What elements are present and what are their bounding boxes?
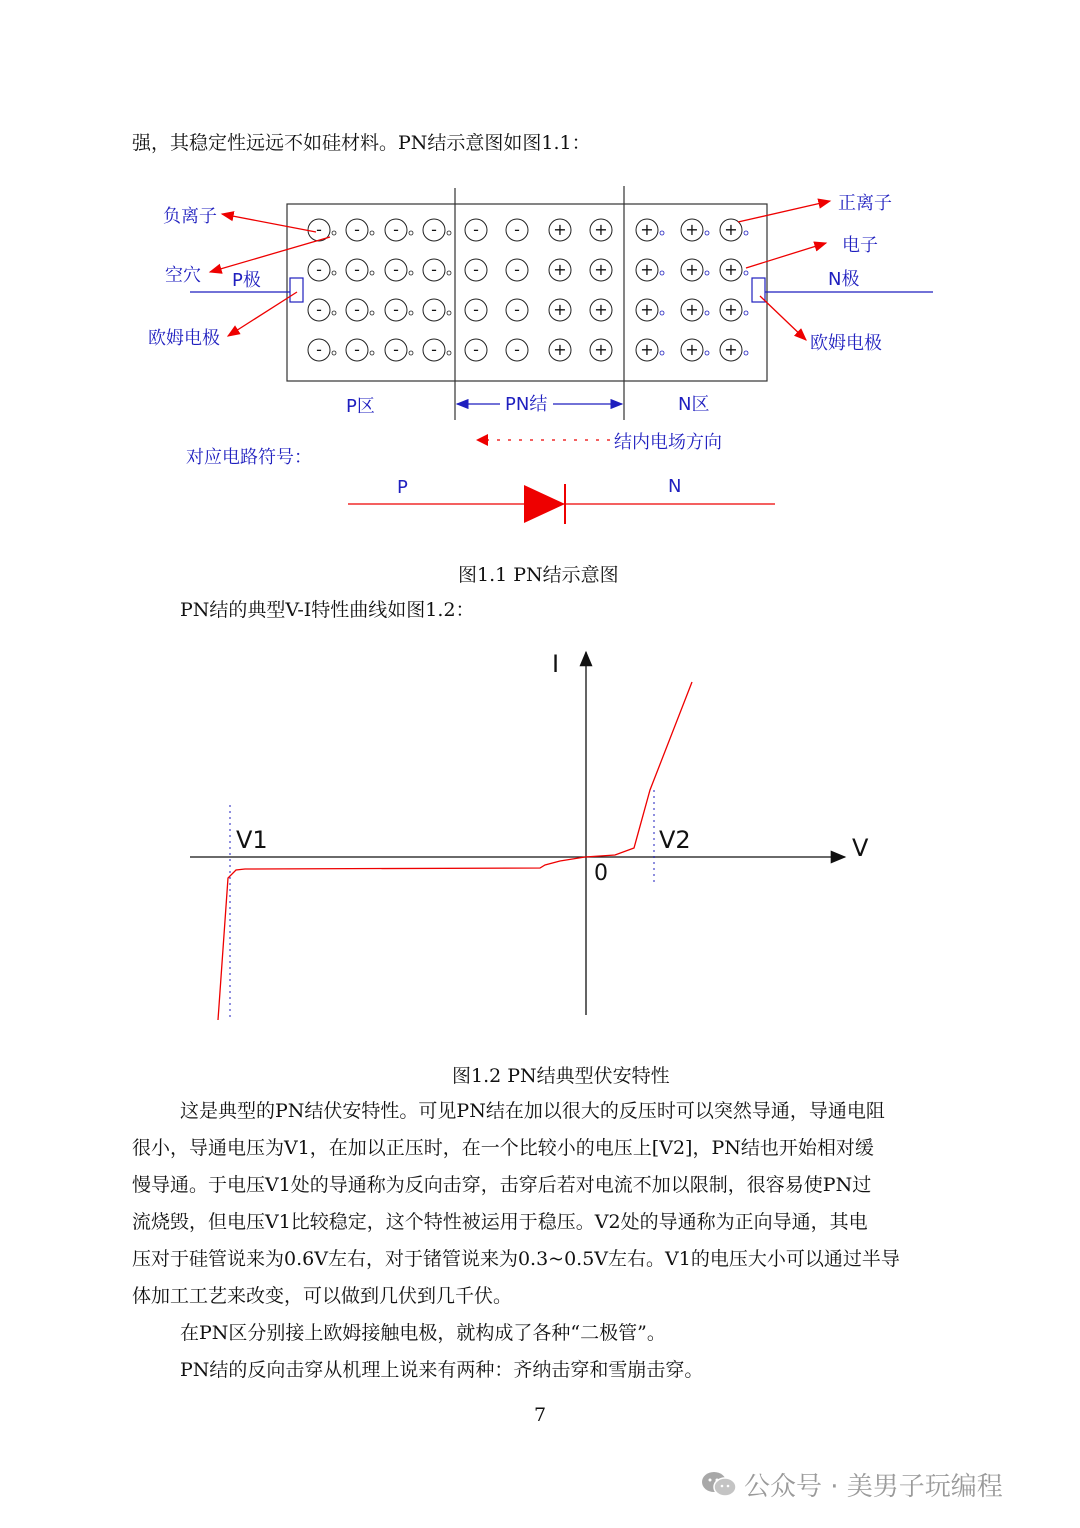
negative-ion: - xyxy=(316,220,322,239)
field-arrowhead xyxy=(476,434,488,446)
electron-dot xyxy=(705,351,709,355)
vi-curve xyxy=(218,682,692,1020)
hole-dot xyxy=(409,351,413,355)
electron-dot xyxy=(660,311,664,315)
negative-ion: - xyxy=(473,260,479,279)
positive-ion: + xyxy=(685,340,699,359)
negative-ion: - xyxy=(431,260,437,279)
negative-ion: - xyxy=(514,300,520,319)
positive-ion: + xyxy=(640,220,654,239)
negative-ion: - xyxy=(354,300,360,319)
electron-dot xyxy=(660,231,664,235)
para1-line-3: 慢导通。于电压V1处的导通称为反向击穿，击穿后若对电流不加以限制，很容易使PN过 xyxy=(132,1174,872,1196)
negative-ion: - xyxy=(431,340,437,359)
para1-line-2: 很小，导通电压为V1，在加以正压时，在一个比较小的电压上[V2]，PN结也开始相对缓 xyxy=(132,1137,874,1159)
ion-grid xyxy=(308,219,748,361)
para2: 在PN区分别接上欧姆接触电极，就构成了各种“二极管”。 xyxy=(180,1322,666,1344)
hole-dot xyxy=(409,231,413,235)
negative-ion: - xyxy=(473,300,479,319)
v-axis-label: V xyxy=(852,834,869,862)
positive-ion: + xyxy=(724,220,738,239)
neg-ion-label: 负离子 xyxy=(163,206,217,227)
n-pole-label: N极 xyxy=(828,269,860,290)
electron-dot xyxy=(744,351,748,355)
negative-ion: - xyxy=(473,340,479,359)
negative-ion: - xyxy=(514,220,520,239)
electron-dot xyxy=(744,271,748,275)
hole-arrow xyxy=(210,237,330,272)
positive-ion: + xyxy=(640,340,654,359)
positive-ion: + xyxy=(685,260,699,279)
electron-dot xyxy=(660,351,664,355)
positive-ion: + xyxy=(640,300,654,319)
i-axis-label: I xyxy=(552,650,560,678)
watermark-text: 公众号 · 美男子玩编程 xyxy=(744,1472,1003,1502)
negative-ion: - xyxy=(316,260,322,279)
hole-dot xyxy=(332,231,336,235)
positive-ion: + xyxy=(553,220,567,239)
negative-ion: - xyxy=(514,340,520,359)
neg-ion-arrow xyxy=(222,214,316,232)
wechat-icon xyxy=(700,1469,738,1506)
electron-dot xyxy=(660,271,664,275)
positive-ion: + xyxy=(553,260,567,279)
pn-junction-diagram xyxy=(0,0,1080,540)
hole-dot xyxy=(447,351,451,355)
sym-p-label: P xyxy=(397,477,408,498)
vi-curve-chart xyxy=(0,640,1080,1060)
p-region-label: P区 xyxy=(346,396,375,417)
negative-ion: - xyxy=(354,260,360,279)
positive-ion: + xyxy=(553,300,567,319)
pn-junction-label: PN结 xyxy=(505,394,548,415)
ohm-left-label: 欧姆电极 xyxy=(148,328,220,349)
hole-dot xyxy=(370,271,374,275)
negative-ion: - xyxy=(316,340,322,359)
negative-ion: - xyxy=(393,300,399,319)
hole-dot xyxy=(409,271,413,275)
fig1-caption: 图1.1 PN结示意图 xyxy=(458,564,619,586)
positive-ion: + xyxy=(594,260,608,279)
ohm-right-label: 欧姆电极 xyxy=(810,333,882,354)
electron-dot xyxy=(705,311,709,315)
page-number: 7 xyxy=(534,1404,547,1426)
hole-dot xyxy=(447,311,451,315)
positive-ion: + xyxy=(724,340,738,359)
para1-line-6: 体加工工艺来改变，可以做到几伏到几千伏。 xyxy=(132,1285,513,1307)
positive-ion: + xyxy=(594,220,608,239)
p-pole-label: P极 xyxy=(232,270,261,291)
hole-label: 空穴 xyxy=(165,265,201,286)
negative-ion: - xyxy=(354,340,360,359)
negative-ion: - xyxy=(473,220,479,239)
hole-dot xyxy=(332,351,336,355)
positive-ion: + xyxy=(724,300,738,319)
negative-ion: - xyxy=(431,220,437,239)
para3: PN结的反向击穿从机理上说来有两种：齐纳击穿和雪崩击穿。 xyxy=(180,1359,704,1381)
n-region-label: N区 xyxy=(678,394,710,415)
electron-dot xyxy=(705,271,709,275)
fig2-caption: 图1.2 PN结典型伏安特性 xyxy=(452,1065,670,1087)
symbol-label: 对应电路符号： xyxy=(186,447,312,468)
hole-dot xyxy=(332,271,336,275)
hole-dot xyxy=(332,311,336,315)
positive-ion: + xyxy=(594,340,608,359)
negative-ion: - xyxy=(393,340,399,359)
positive-ion: + xyxy=(724,260,738,279)
field-dir-label: 结内电场方向 xyxy=(614,432,722,453)
watermark xyxy=(700,1466,1003,1506)
diode-triangle xyxy=(524,485,565,523)
electron-arrow xyxy=(746,243,826,268)
v2-label: V2 xyxy=(659,826,691,854)
fig2-intro: PN结的典型V-I特性曲线如图1.2： xyxy=(180,599,475,621)
electron-dot xyxy=(744,311,748,315)
para1-line-4: 流烧毁，但电压V1比较稳定，这个特性被运用于稳压。V2处的导通称为正向导通，其电 xyxy=(132,1211,868,1233)
sym-n-label: N xyxy=(668,476,682,497)
negative-ion: - xyxy=(393,260,399,279)
positive-ion: + xyxy=(594,300,608,319)
negative-ion: - xyxy=(354,220,360,239)
p-ohmic-contact xyxy=(290,278,303,302)
hole-dot xyxy=(370,311,374,315)
positive-ion: + xyxy=(685,300,699,319)
para1-line-5: 压对于硅管说来为0.6V左右，对于锗管说来为0.3~0.5V左右。V1的电压大小可以通过半导 xyxy=(132,1248,900,1270)
pos-ion-label: 正离子 xyxy=(838,193,892,214)
hole-dot xyxy=(370,351,374,355)
electron-dot xyxy=(744,231,748,235)
hole-dot xyxy=(447,231,451,235)
intro-line: 强，其稳定性远远不如硅材料。PN结示意图如图1.1： xyxy=(132,132,591,154)
negative-ion: - xyxy=(316,300,322,319)
hole-dot xyxy=(370,231,374,235)
hole-dot xyxy=(409,311,413,315)
negative-ion: - xyxy=(514,260,520,279)
negative-ion: - xyxy=(393,220,399,239)
positive-ion: + xyxy=(553,340,567,359)
electron-dot xyxy=(705,231,709,235)
electron-label: 电子 xyxy=(842,235,878,256)
positive-ion: + xyxy=(640,260,654,279)
para1-line-1: 这是典型的PN结伏安特性。可见PN结在加以很大的反压时可以突然导通，导通电阻 xyxy=(180,1100,885,1122)
v1-label: V1 xyxy=(236,826,268,854)
hole-dot xyxy=(447,271,451,275)
origin-label: 0 xyxy=(594,861,608,886)
positive-ion: + xyxy=(685,220,699,239)
negative-ion: - xyxy=(431,300,437,319)
